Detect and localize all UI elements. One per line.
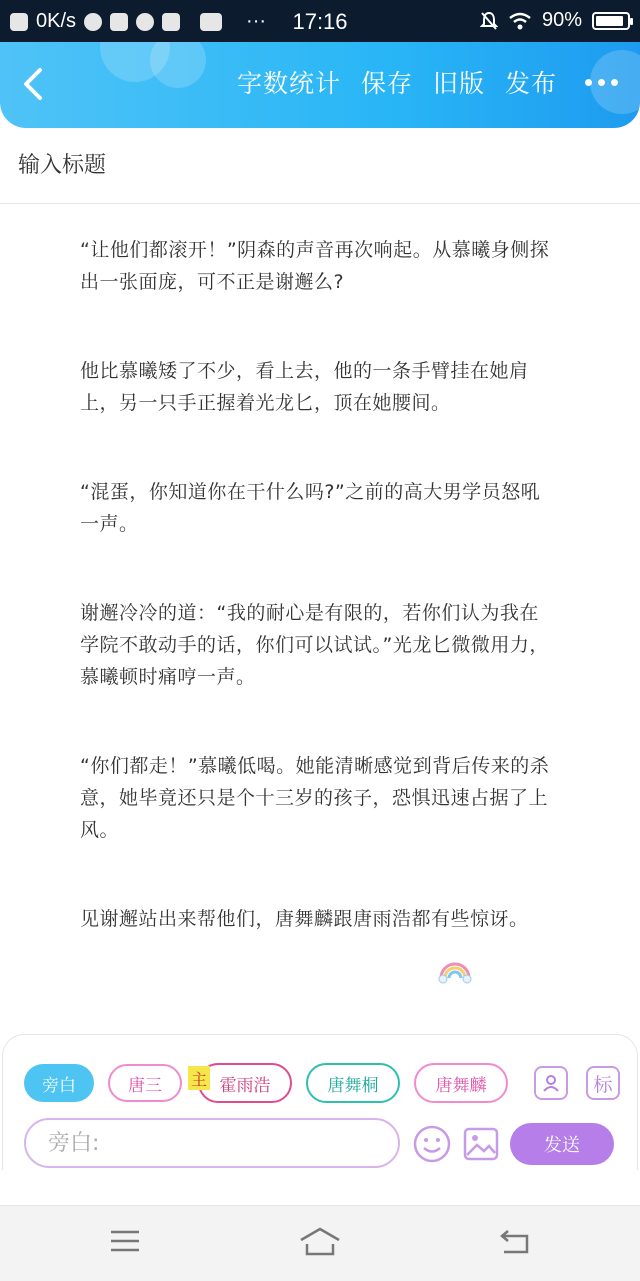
character-chip-tangwulin[interactable]: 唐舞麟 xyxy=(414,1063,508,1103)
more-notifications: ··· xyxy=(246,10,267,32)
battery-percent: 90% xyxy=(541,9,582,31)
main-character-tag: 主 xyxy=(188,1066,210,1090)
mute-bell-icon xyxy=(480,11,498,31)
decor-bubble xyxy=(150,42,206,88)
home-icon[interactable] xyxy=(298,1226,342,1258)
paragraph: “你们都走！”慕曦低喝。她能清晰感觉到背后传来的杀意，她毕竟还只是个十三岁的孩子，恐惧迅速占据了上风。 xyxy=(80,755,550,841)
character-profile-button[interactable] xyxy=(534,1066,568,1100)
emoji-icon[interactable] xyxy=(412,1124,452,1164)
status-right xyxy=(480,9,630,32)
header-actions xyxy=(237,64,618,100)
net-speed: 0K/s xyxy=(36,10,77,32)
paragraph: “混蛋，你知道你在干什么吗?”之前的高大男学员怒吼一声。 xyxy=(80,481,541,535)
publish-button[interactable]: 发布 xyxy=(504,69,557,98)
send-button[interactable]: 发送 xyxy=(510,1123,614,1165)
battery-icon xyxy=(592,12,630,30)
paragraph: “让他们都滚开！”阴森的声音再次响起。从慕曦身侧探出一张面庞，可不正是谢邂么? xyxy=(80,239,550,293)
title-input[interactable] xyxy=(0,128,640,204)
system-nav-bar xyxy=(0,1205,640,1281)
old-version-button[interactable]: 旧版 xyxy=(432,69,485,98)
chevron-left-icon xyxy=(18,62,48,106)
clock: 17:16 xyxy=(292,9,348,34)
word-count-button[interactable]: 字数统计 xyxy=(236,69,341,98)
back-nav-icon[interactable] xyxy=(498,1226,532,1256)
paragraph: 他比慕曦矮了不少，看上去，他的一条手臂挂在她肩上，另一只手正握着光龙匕，顶在她腰间。 xyxy=(80,360,529,414)
person-icon xyxy=(541,1073,561,1093)
more-icon[interactable] xyxy=(585,79,618,86)
paragraph: 见谢邂站出来帮他们，唐舞麟跟唐雨浩都有些惊讶。 xyxy=(80,908,529,930)
paragraph: 谢邂冷冷的道：“我的耐心是有限的，若你们认为我在学院不敢动手的话，你们可以试试。”光龙匕微微用力，慕曦顿时痛哼一声。 xyxy=(80,602,549,688)
tag-button[interactable]: 标 xyxy=(586,1066,620,1100)
character-chip-narration[interactable]: 旁白 xyxy=(24,1064,94,1102)
wifi-icon xyxy=(508,12,532,30)
character-chip-tangwutong[interactable]: 唐舞桐 xyxy=(306,1063,400,1103)
battery-fill xyxy=(596,16,623,26)
save-button[interactable]: 保存 xyxy=(360,69,413,98)
character-chip-huoyuhao[interactable]: 霍雨浩 xyxy=(198,1063,292,1103)
back-button[interactable] xyxy=(18,62,58,106)
character-chip-tangsan[interactable]: 唐三 xyxy=(108,1064,182,1102)
editor-header xyxy=(0,42,640,128)
rainbow-icon xyxy=(438,952,472,984)
message-input[interactable] xyxy=(24,1118,400,1168)
status-bar xyxy=(0,0,640,42)
image-icon[interactable] xyxy=(462,1125,500,1163)
story-content[interactable] xyxy=(80,234,550,992)
menu-icon[interactable] xyxy=(108,1226,142,1256)
